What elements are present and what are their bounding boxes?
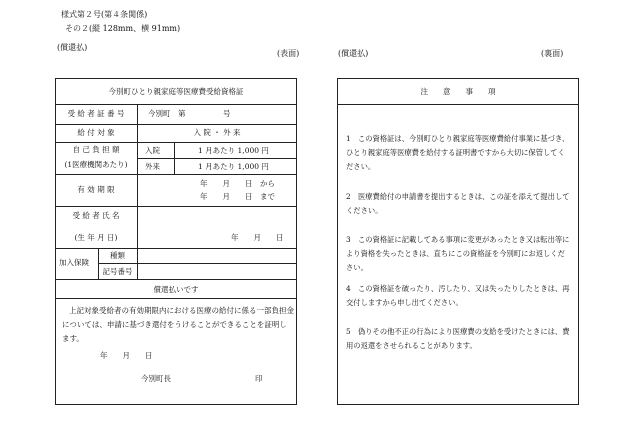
outpatient-label: 外来: [145, 162, 160, 171]
row-divider: [55, 174, 297, 175]
row-divider: [55, 142, 297, 143]
row-divider: [55, 298, 297, 299]
certification-statement: 上記対象受給者の有効期限内における医療の給付に係る一部負担金については、申請に基づき還付をうけることができることを証明します。: [62, 306, 294, 343]
issue-date: 年 月 日: [100, 351, 153, 360]
row-divider: [55, 104, 297, 105]
row-divider: [55, 279, 297, 280]
inpatient-value: 1 月あたり 1,000 円: [198, 146, 269, 155]
inpatient-label: 入院: [145, 146, 160, 155]
cert-number-value: 今別町 第 号: [148, 109, 231, 118]
birthdate-value: 年 月 日: [231, 233, 284, 242]
recipient-name-label: 受 給 者 氏 名: [72, 211, 120, 220]
row-divider: [337, 104, 579, 105]
row-divider: [55, 206, 297, 207]
front-title: 今別町ひとり親家庭等医療費受給資格証: [108, 87, 244, 96]
form-size: その２(縦 128mm、横 91mm): [65, 24, 181, 33]
notice-item-3: 3 この資格証に記載してある事項に変更があったとき又は転出等により資格を失ったときは、直ちにこの資格証を今別町にお返しください。: [346, 235, 570, 272]
form-number: 様式第２号(第４条関係): [61, 10, 148, 19]
validity-to: 年 月 日 まで: [200, 192, 275, 201]
cert-number-label: 受 給 者 証 番 号: [67, 109, 125, 118]
front-repay-label: (償還払): [57, 43, 88, 52]
benefit-target-value: 入 院 ・ 外 来: [193, 128, 241, 137]
notice-item-1: 1 この資格証は、今別町ひとり親家庭等医療費給付事業に基づき、ひとり親家庭等医療費を給付する証明書ですから大切に保管してください。: [346, 134, 570, 171]
row-divider: [98, 263, 297, 264]
insurance-type-label: 種類: [110, 251, 125, 260]
notice-item-4: 4 この資格証を破ったり、汚したり、又は失ったりしたときは、再交付しますから申し出てください。: [346, 284, 570, 307]
insurance-label: 加入保険: [59, 258, 89, 267]
mayor-title: 今別町長: [141, 374, 171, 383]
copay-sub-label: (1医療機関あたり): [64, 160, 128, 169]
benefit-target-label: 給 付 対 象: [77, 128, 115, 137]
front-side-label: (表面): [277, 49, 300, 58]
birthdate-label: (生 年 月 日): [74, 233, 118, 242]
validity-label: 有 効 期 限: [77, 185, 115, 194]
back-repay-label: (償還払): [338, 49, 369, 58]
validity-from: 年 月 日 から: [200, 179, 275, 188]
col-divider: [174, 142, 175, 174]
col-divider: [137, 248, 138, 279]
back-title: 注 意 事 項: [420, 87, 496, 96]
seal-mark: 印: [255, 374, 263, 383]
repay-note: 償還払いです: [153, 285, 199, 294]
outpatient-value: 1 月あたり 1,000 円: [198, 162, 269, 171]
insurance-code-label: 記号番号: [102, 267, 133, 276]
copay-label: 自 己 負 担 額: [72, 145, 120, 154]
notice-item-5: 5 偽りその他不正の行為により医療費の支給を受けたときには、費用の返還をさせられることがあります。: [346, 327, 570, 350]
back-side-label: (裏面): [541, 49, 564, 58]
notice-item-2: 2 医療費給付の申請書を提出するときは、この証を添えて提出してください。: [346, 192, 570, 215]
col-divider: [137, 104, 138, 248]
row-divider: [55, 124, 297, 125]
row-divider: [55, 248, 297, 249]
row-divider: [137, 158, 297, 159]
